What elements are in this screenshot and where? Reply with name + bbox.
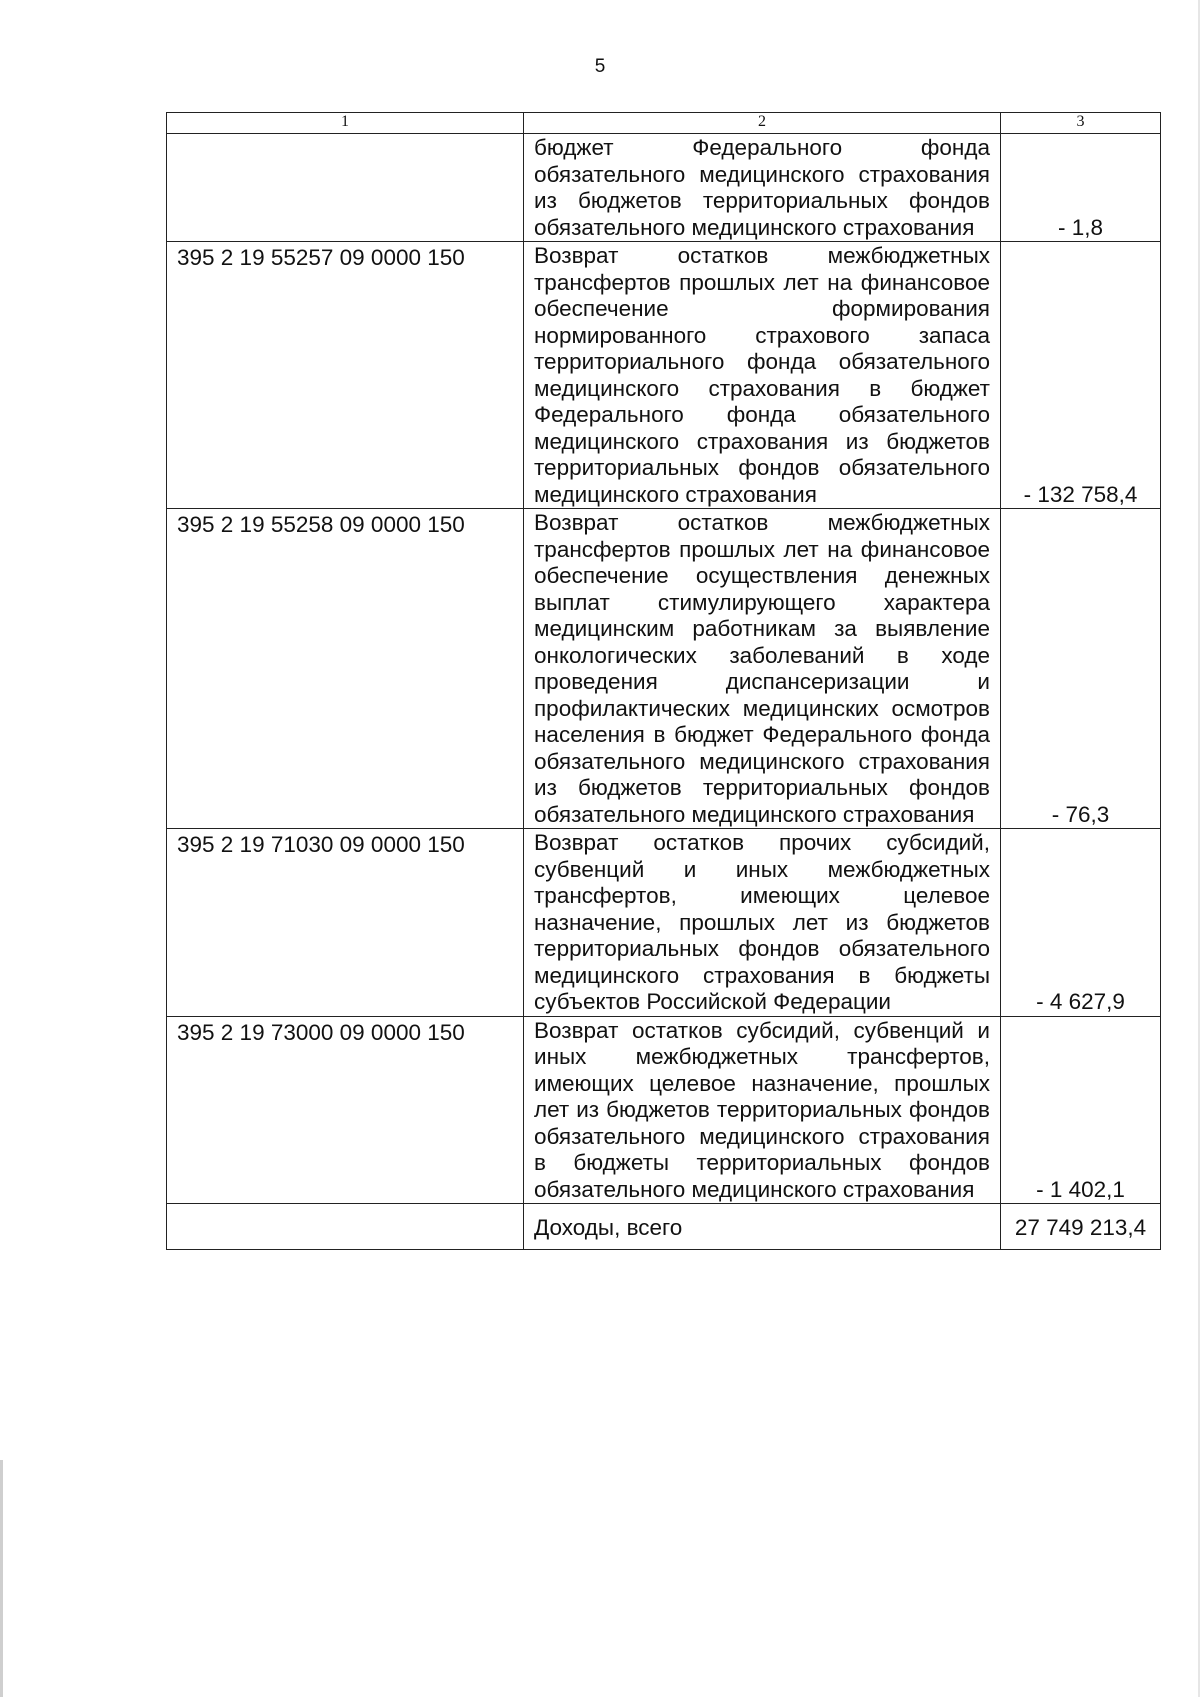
description-cell: Возврат остатков межбюджетных трансфертов прошлых лет на финансовое обеспечение осуществления денежных выплат стимулирующего характера медицинским работникам за выявление онкологических заболеваний в ходе проведения диспансеризации и профилактических медицинских осмотров населения в бюджет Федерального фонда обязательного медицинского страхования из бюджетов территориальных фондов обязательного медицинского страхования [524,509,1001,829]
budget-code-cell: 395 2 19 71030 09 0000 150 [167,829,524,1017]
table-row [167,1016,1161,1204]
column-header-1: 1 [167,113,524,134]
amount-cell: - 132 758,4 [1001,242,1161,509]
table-row [167,134,1161,242]
total-row [167,1204,1161,1250]
column-header-3: 3 [1001,113,1161,134]
table-row [167,242,1161,509]
revenue-table [166,112,1161,1250]
table-row [167,829,1161,1017]
budget-code-cell [167,134,524,242]
budget-code-cell: 395 2 19 55257 09 0000 150 [167,242,524,509]
description-cell: Возврат остатков межбюджетных трансфертов прошлых лет на финансовое обеспечение формирования нормированного страхового запаса территориального фонда обязательного медицинского страхования в бюджет Федерального фонда обязательного медицинского страхования из бюджетов территориальных фондов обязательного медицинского страхования [524,242,1001,509]
table-header-row [167,113,1161,134]
column-header-2: 2 [524,113,1001,134]
amount-cell: - 4 627,9 [1001,829,1161,1017]
scan-edge-mark [0,1460,3,1697]
budget-code-cell: 395 2 19 55258 09 0000 150 [167,509,524,829]
description-cell: Возврат остатков прочих субсидий, субвенций и иных межбюджетных трансфертов, имеющих целевое назначение, прошлых лет из бюджетов территориальных фондов обязательного медицинского страхования в бюджеты субъектов Российской Федерации [524,829,1001,1017]
amount-cell: - 76,3 [1001,509,1161,829]
amount-cell: - 1 402,1 [1001,1016,1161,1204]
description-cell: Возврат остатков субсидий, субвенций и иных межбюджетных трансфертов, имеющих целевое назначение, прошлых лет из бюджетов территориальных фондов обязательного медицинского страхования в бюджеты территориальных фондов обязательного медицинского страхования [524,1016,1001,1204]
total-label: Доходы, всего [524,1204,1001,1250]
table-row [167,509,1161,829]
budget-code-cell: 395 2 19 73000 09 0000 150 [167,1016,524,1204]
total-code-cell [167,1204,524,1250]
amount-cell: - 1,8 [1001,134,1161,242]
description-cell: бюджет Федерального фонда обязательного медицинского страхования из бюджетов территориальных фондов обязательного медицинского страхования [524,134,1001,242]
page-number: 5 [594,56,606,77]
total-amount: 27 749 213,4 [1001,1204,1161,1250]
